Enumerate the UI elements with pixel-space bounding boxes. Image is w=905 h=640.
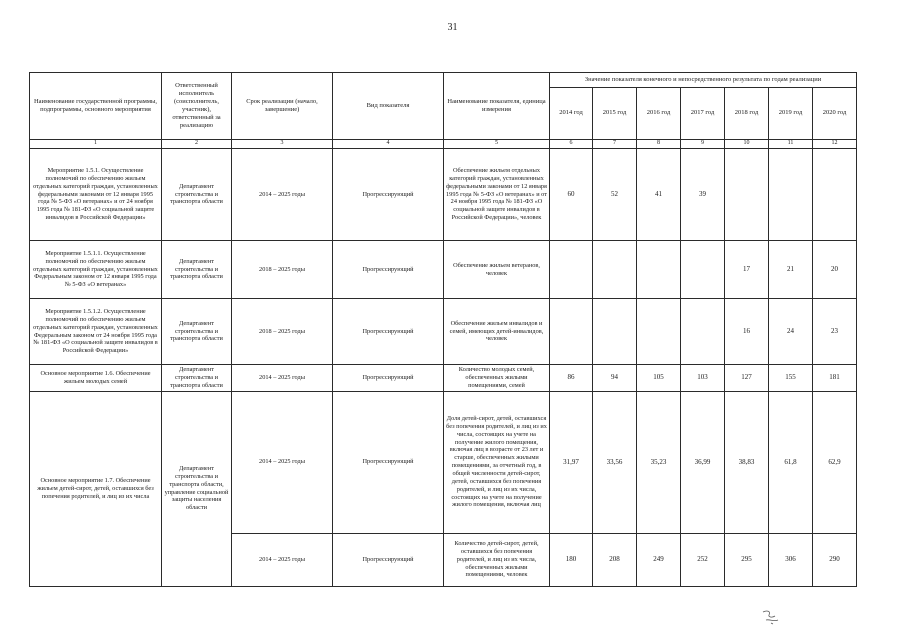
term: 2014 – 2025 годы (232, 149, 333, 241)
measure-name: Мероприятие 1.5.1.2. Осуществление полномочий по обеспечению жильем отдельных категорий граждан, установленных Федеральным законом от 24 ноября 1995 года № 181-ФЗ «О социальной защите инвалидов в Российской Федерации» (30, 299, 162, 365)
value-cell: 208 (593, 533, 637, 586)
value-cell: 249 (637, 533, 681, 586)
indicator-type: Прогрессирующий (333, 365, 444, 392)
indicator-name: Доля детей-сирот, детей, оставшихся без попечения родителей, и лиц из их числа, состоящих на учете на получение жилого помещения, включая лиц в возрасте от 23 лет и старше, обеспеченных жилыми помещениями, за отчетный год, в общей численности детей-сирот, детей, оставшихся без попечения родителей, и лиц из их числа, состоящих на учете на получение жилого помещения, включая лиц (444, 391, 550, 533)
header-name: Наименование государственной программы, подпрограммы, основного мероприятия (30, 73, 162, 140)
indicators-table (29, 72, 857, 587)
indicator-type: Прогрессирующий (333, 391, 444, 533)
header-year: 2015 год (593, 88, 637, 140)
value-cell (550, 299, 593, 365)
indicator-type: Прогрессирующий (333, 149, 444, 241)
column-number: 7 (593, 140, 637, 149)
column-number: 10 (725, 140, 769, 149)
header-values-title: Значение показателя конечного и непосредственного результата по годам реализации (550, 73, 857, 88)
column-number: 3 (232, 140, 333, 149)
header-year: 2018 год (725, 88, 769, 140)
header-term: Срок реализации (начало, завершение) (232, 73, 333, 140)
table-row (30, 241, 857, 299)
header-executor: Ответственный исполнитель (соисполнитель, участник), ответственный за реализацию (162, 73, 232, 140)
value-cell: 86 (550, 365, 593, 392)
value-cell (593, 241, 637, 299)
value-cell: 60 (550, 149, 593, 241)
measure-name: Мероприятие 1.5.1.1. Осуществление полномочий по обеспечению жильем отдельных категорий граждан, установленных Федеральным законом от 12 января 1995 года № 5-ФЗ «О ветеранах» (30, 241, 162, 299)
column-number: 1 (30, 140, 162, 149)
value-cell: 180 (550, 533, 593, 586)
value-cell (769, 149, 813, 241)
handwritten-mark (760, 608, 782, 626)
value-cell: 103 (681, 365, 725, 392)
indicator-name: Количество детей-сирот, детей, оставшихся без попечения родителей, и лиц из их числа, обеспеченных жилыми помещениями, человек (444, 533, 550, 586)
value-cell: 295 (725, 533, 769, 586)
measure-name: Основное мероприятие 1.6. Обеспечение жильем молодых семей (30, 365, 162, 392)
value-cell: 36,99 (681, 391, 725, 533)
value-cell (813, 149, 857, 241)
value-cell: 17 (725, 241, 769, 299)
indicator-type: Прогрессирующий (333, 241, 444, 299)
value-cell: 181 (813, 365, 857, 392)
value-cell: 20 (813, 241, 857, 299)
value-cell: 61,8 (769, 391, 813, 533)
measure-name: Мероприятие 1.5.1. Осуществление полномочий по обеспечению жильем отдельных категорий граждан, установленных федеральными законами от 12 января 1995 года № 5-ФЗ «О ветеранах» и от 24 ноября 1995 года № 181-ФЗ «О социальной защите инвалидов в Российской Федерации» (30, 149, 162, 241)
value-cell (681, 241, 725, 299)
value-cell: 38,83 (725, 391, 769, 533)
value-cell: 39 (681, 149, 725, 241)
value-cell (550, 241, 593, 299)
value-cell (637, 299, 681, 365)
value-cell: 290 (813, 533, 857, 586)
header-year: 2017 год (681, 88, 725, 140)
value-cell: 52 (593, 149, 637, 241)
indicator-type: Прогрессирующий (333, 533, 444, 586)
header-year: 2016 год (637, 88, 681, 140)
term: 2014 – 2025 годы (232, 533, 333, 586)
value-cell: 33,56 (593, 391, 637, 533)
term: 2018 – 2025 годы (232, 241, 333, 299)
header-year: 2020 год (813, 88, 857, 140)
column-number: 2 (162, 140, 232, 149)
value-cell (637, 241, 681, 299)
table-row (30, 365, 857, 392)
value-cell (593, 299, 637, 365)
executor: Департамент строительства и транспорта области (162, 299, 232, 365)
header-type: Вид показателя (333, 73, 444, 140)
column-number: 12 (813, 140, 857, 149)
indicator-name: Количество молодых семей, обеспеченных жилыми помещениями, семей (444, 365, 550, 392)
measure-name: Основное мероприятие 1.7. Обеспечение жильем детей-сирот, детей, оставшихся без попечения родителей, и лиц из их числа (30, 391, 162, 586)
table-row (30, 149, 857, 241)
value-cell: 62,9 (813, 391, 857, 533)
column-number: 5 (444, 140, 550, 149)
value-cell: 127 (725, 365, 769, 392)
indicator-name: Обеспечение жильем инвалидов и семей, имеющих детей-инвалидов, человек (444, 299, 550, 365)
table-row (30, 299, 857, 365)
value-cell: 94 (593, 365, 637, 392)
value-cell (681, 299, 725, 365)
value-cell: 306 (769, 533, 813, 586)
table-row (30, 391, 857, 533)
value-cell (725, 149, 769, 241)
term: 2014 – 2025 годы (232, 391, 333, 533)
value-cell: 31,97 (550, 391, 593, 533)
executor: Департамент строительства и транспорта области (162, 241, 232, 299)
value-cell: 35,23 (637, 391, 681, 533)
executor: Департамент строительства и транспорта области, управление социальной защиты населения области (162, 391, 232, 586)
header-indicator: Наименование показателя, единица измерения (444, 73, 550, 140)
value-cell: 23 (813, 299, 857, 365)
column-number: 8 (637, 140, 681, 149)
indicator-name: Обеспечение жильем отдельных категорий граждан, установленных федеральными законами от 12 января 1995 года № 5-ФЗ «О ветеранах» и от 24 ноября 1995 года № 181-ФЗ «О социальной защите инвалидов в Российской Федерации», человек (444, 149, 550, 241)
column-number: 9 (681, 140, 725, 149)
value-cell: 24 (769, 299, 813, 365)
value-cell: 16 (725, 299, 769, 365)
page-number: 31 (447, 22, 458, 33)
indicator-type: Прогрессирующий (333, 299, 444, 365)
value-cell: 105 (637, 365, 681, 392)
header-year: 2014 год (550, 88, 593, 140)
term: 2018 – 2025 годы (232, 299, 333, 365)
column-number: 11 (769, 140, 813, 149)
indicator-name: Обеспечение жильем ветеранов, человек (444, 241, 550, 299)
value-cell: 252 (681, 533, 725, 586)
term: 2014 – 2025 годы (232, 365, 333, 392)
executor: Департамент строительства и транспорта области (162, 149, 232, 241)
value-cell: 21 (769, 241, 813, 299)
column-number: 4 (333, 140, 444, 149)
column-number: 6 (550, 140, 593, 149)
header-year: 2019 год (769, 88, 813, 140)
value-cell: 41 (637, 149, 681, 241)
column-numbers-row (30, 140, 857, 149)
value-cell: 155 (769, 365, 813, 392)
executor: Департамент строительства и транспорта области (162, 365, 232, 392)
